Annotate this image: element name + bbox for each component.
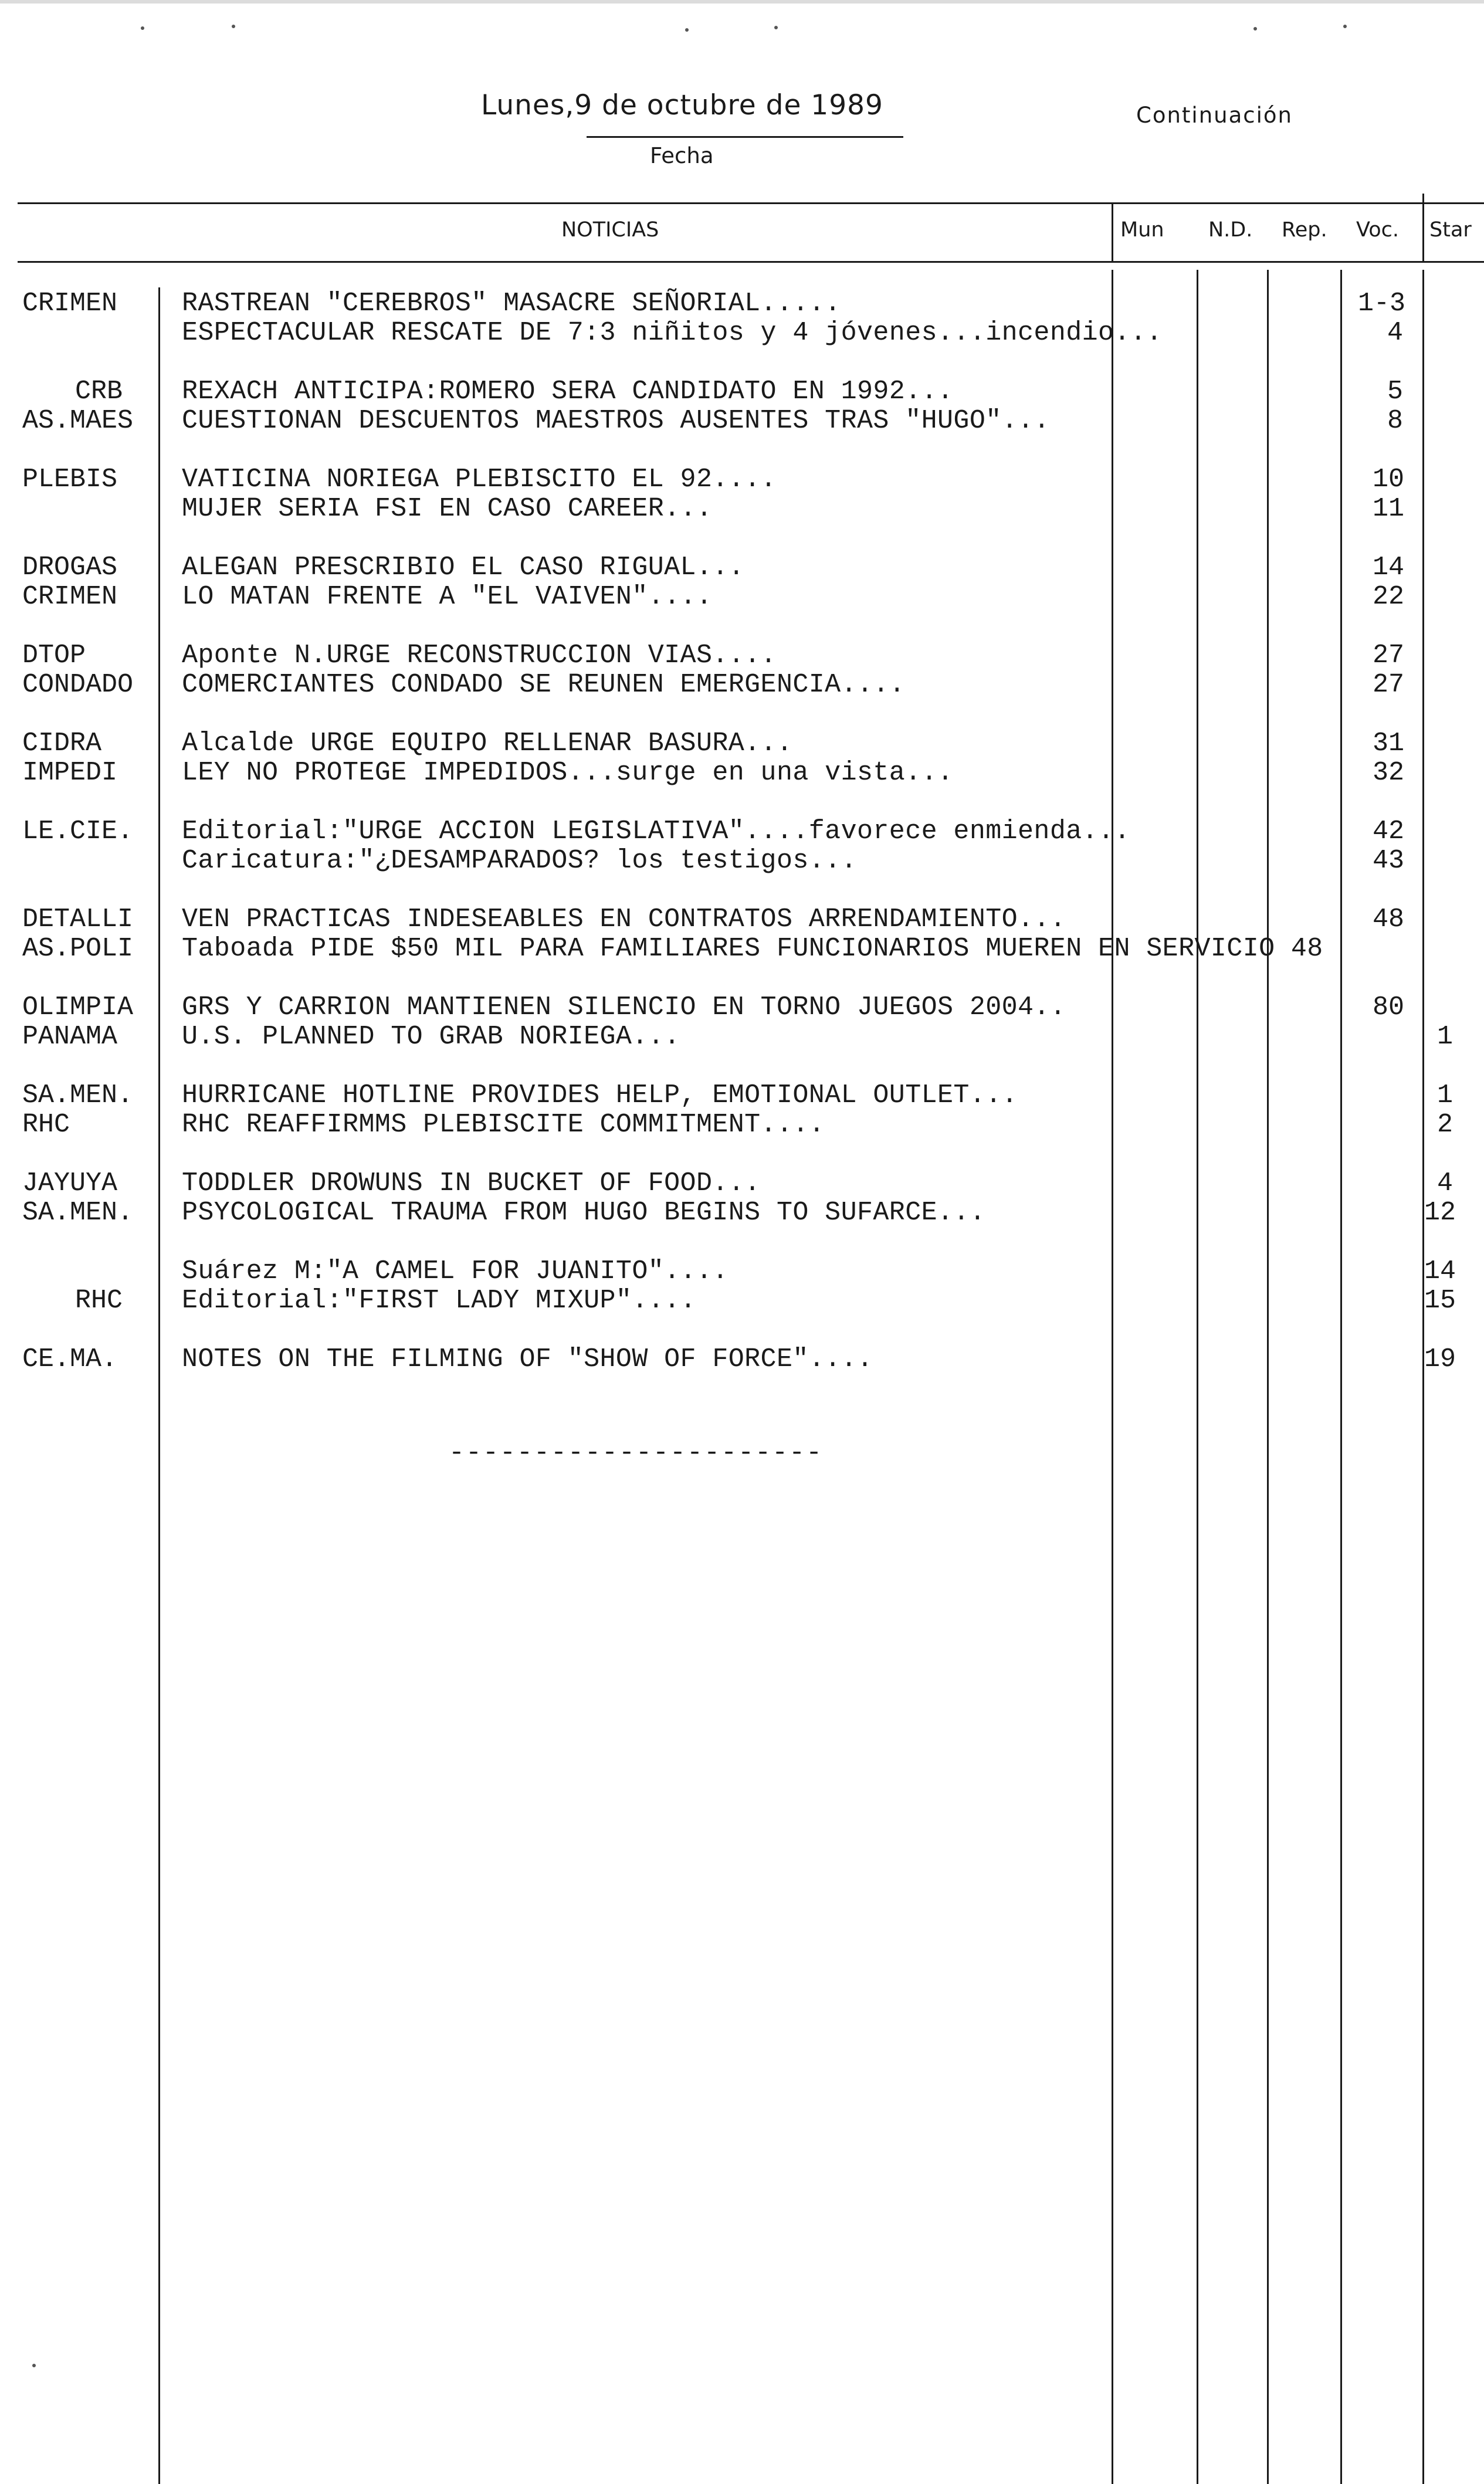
- row-voc: 4: [1387, 318, 1404, 348]
- row-category: IMPEDI: [22, 758, 118, 788]
- table-top-rule: [18, 202, 1484, 204]
- row-star: 14: [1424, 1256, 1456, 1286]
- row-category: PANAMA: [22, 1022, 118, 1052]
- page-top-edge: [0, 0, 1484, 4]
- row-voc: 22: [1373, 582, 1405, 612]
- star-column-rule: [1422, 270, 1424, 2484]
- row-voc: 32: [1373, 758, 1405, 788]
- col-mun: Mun: [1120, 218, 1164, 242]
- row-headline: Editorial:"FIRST LADY MIXUP"....: [182, 1286, 696, 1316]
- row-category: AS.MAES: [22, 406, 134, 436]
- row-headline: LO MATAN FRENTE A "EL VAIVEN"....: [182, 582, 713, 612]
- row-headline: HURRICANE HOTLINE PROVIDES HELP, EMOTIONAL OUTLET...: [182, 1080, 1018, 1110]
- row-category: PLEBIS: [22, 465, 118, 494]
- row-voc: 80: [1373, 992, 1405, 1022]
- row-category: RHC: [22, 1110, 70, 1140]
- row-headline: Taboada PIDE $50 MIL PARA FAMILIARES FUNCIONARIOS MUEREN EN SERVICIO 48: [182, 934, 1323, 964]
- row-headline: RHC REAFFIRMMS PLEBISCITE COMMITMENT....: [182, 1110, 825, 1140]
- row-headline: Editorial:"URGE ACCION LEGISLATIVA"....favorece enmienda...: [182, 816, 1130, 846]
- row-category: JAYUYA: [22, 1168, 118, 1198]
- voc-column-rule: [1340, 270, 1342, 2484]
- row-headline: ALEGAN PRESCRIBIO EL CASO RIGUAL...: [182, 553, 745, 582]
- col-nd: N.D.: [1208, 218, 1253, 242]
- row-voc: 43: [1373, 846, 1405, 876]
- row-star: 4: [1437, 1168, 1453, 1198]
- row-voc: 5: [1387, 377, 1404, 406]
- scan-speck: [32, 2364, 36, 2367]
- date-caption: Fecha: [650, 143, 714, 168]
- row-headline: CUESTIONAN DESCUENTOS MAESTROS AUSENTES TRAS "HUGO"...: [182, 406, 1050, 436]
- row-voc: 48: [1373, 904, 1405, 934]
- report-date: Lunes,9 de octubre de 1989: [481, 89, 883, 121]
- scan-speck: [141, 26, 144, 30]
- row-headline: LEY NO PROTEGE IMPEDIDOS...surge en una vista...: [182, 758, 954, 788]
- scan-speck: [685, 28, 689, 32]
- row-category: CRB: [75, 377, 123, 406]
- row-headline: VEN PRACTICAS INDESEABLES EN CONTRATOS ARRENDAMIENTO...: [182, 904, 1066, 934]
- col-voc: Voc.: [1356, 218, 1400, 242]
- row-headline: Alcalde URGE EQUIPO RELLENAR BASURA...: [182, 728, 793, 758]
- row-headline: GRS Y CARRION MANTIENEN SILENCIO EN TORNO JUEGOS 2004..: [182, 992, 1066, 1022]
- row-headline: Caricatura:"¿DESAMPARADOS? los testigos...: [182, 846, 857, 876]
- row-category: SA.MEN.: [22, 1198, 134, 1228]
- row-star: 1: [1437, 1022, 1453, 1052]
- scan-speck: [1253, 27, 1257, 31]
- row-category: CE.MA.: [22, 1344, 118, 1374]
- row-voc: 27: [1373, 641, 1405, 670]
- table-header-rule: [18, 261, 1484, 263]
- column-divider: [1422, 194, 1424, 261]
- row-headline: VATICINA NORIEGA PLEBISCITO EL 92....: [182, 465, 777, 494]
- col-rep: Rep.: [1282, 218, 1327, 242]
- row-headline: PSYCOLOGICAL TRAUMA FROM HUGO BEGINS TO SUFARCE...: [182, 1198, 986, 1228]
- row-category: OLIMPIA: [22, 992, 134, 1022]
- row-headline: COMERCIANTES CONDADO SE REUNEN EMERGENCIA....: [182, 670, 906, 700]
- row-star: 1: [1437, 1080, 1453, 1110]
- row-headline: RASTREAN "CEREBROS" MASACRE SEÑORIAL.....: [182, 289, 841, 318]
- row-headline: TODDLER DROWUNS IN BUCKET OF FOOD...: [182, 1168, 761, 1198]
- row-category: DTOP: [22, 641, 86, 670]
- row-headline: REXACH ANTICIPA:ROMERO SERA CANDIDATO EN 1992...: [182, 377, 954, 406]
- scan-speck: [774, 26, 778, 29]
- row-voc: 31: [1373, 728, 1405, 758]
- row-star: 19: [1424, 1344, 1456, 1374]
- row-category: SA.MEN.: [22, 1080, 134, 1110]
- row-category: DROGAS: [22, 553, 118, 582]
- row-category: CONDADO: [22, 670, 134, 700]
- row-voc: 42: [1373, 816, 1405, 846]
- row-headline: Suárez M:"A CAMEL FOR JUANITO"....: [182, 1256, 729, 1286]
- row-star: 15: [1424, 1286, 1456, 1316]
- end-divider: ----------------------: [449, 1438, 824, 1468]
- row-category: LE.CIE.: [22, 816, 134, 846]
- row-category: AS.POLI: [22, 934, 134, 964]
- row-star: 12: [1424, 1198, 1456, 1228]
- rep-column-rule: [1267, 270, 1269, 2484]
- continuation-label: Continuación: [1136, 103, 1293, 128]
- row-voc: 10: [1373, 465, 1405, 494]
- col-star: Star: [1429, 218, 1472, 242]
- row-category: DETALLI: [22, 904, 134, 934]
- row-voc: 8: [1387, 406, 1404, 436]
- row-voc: 14: [1373, 553, 1405, 582]
- category-column-rule: [158, 287, 160, 2484]
- row-category: RHC: [75, 1286, 123, 1316]
- col-noticias: NOTICIAS: [561, 218, 659, 242]
- date-underline: [587, 136, 903, 138]
- mun-column-rule: [1112, 270, 1113, 2484]
- row-voc: 11: [1373, 494, 1405, 524]
- row-voc: 1-3: [1358, 289, 1406, 318]
- nd-column-rule: [1197, 270, 1198, 2484]
- scan-speck: [1343, 25, 1347, 28]
- row-headline: U.S. PLANNED TO GRAB NORIEGA...: [182, 1022, 680, 1052]
- row-voc: 27: [1373, 670, 1405, 700]
- row-category: CRIMEN: [22, 582, 118, 612]
- row-headline: NOTES ON THE FILMING OF "SHOW OF FORCE"....: [182, 1344, 873, 1374]
- row-category: CRIMEN: [22, 289, 118, 318]
- row-category: CIDRA: [22, 728, 102, 758]
- row-headline: ESPECTACULAR RESCATE DE 7:3 niñitos y 4 jóvenes...incendio...: [182, 318, 1163, 348]
- row-headline: Aponte N.URGE RECONSTRUCCION VIAS....: [182, 641, 777, 670]
- row-headline: MUJER SERIA FSI EN CASO CAREER...: [182, 494, 713, 524]
- scan-speck: [232, 25, 235, 28]
- column-divider: [1112, 202, 1113, 261]
- row-star: 2: [1437, 1110, 1453, 1140]
